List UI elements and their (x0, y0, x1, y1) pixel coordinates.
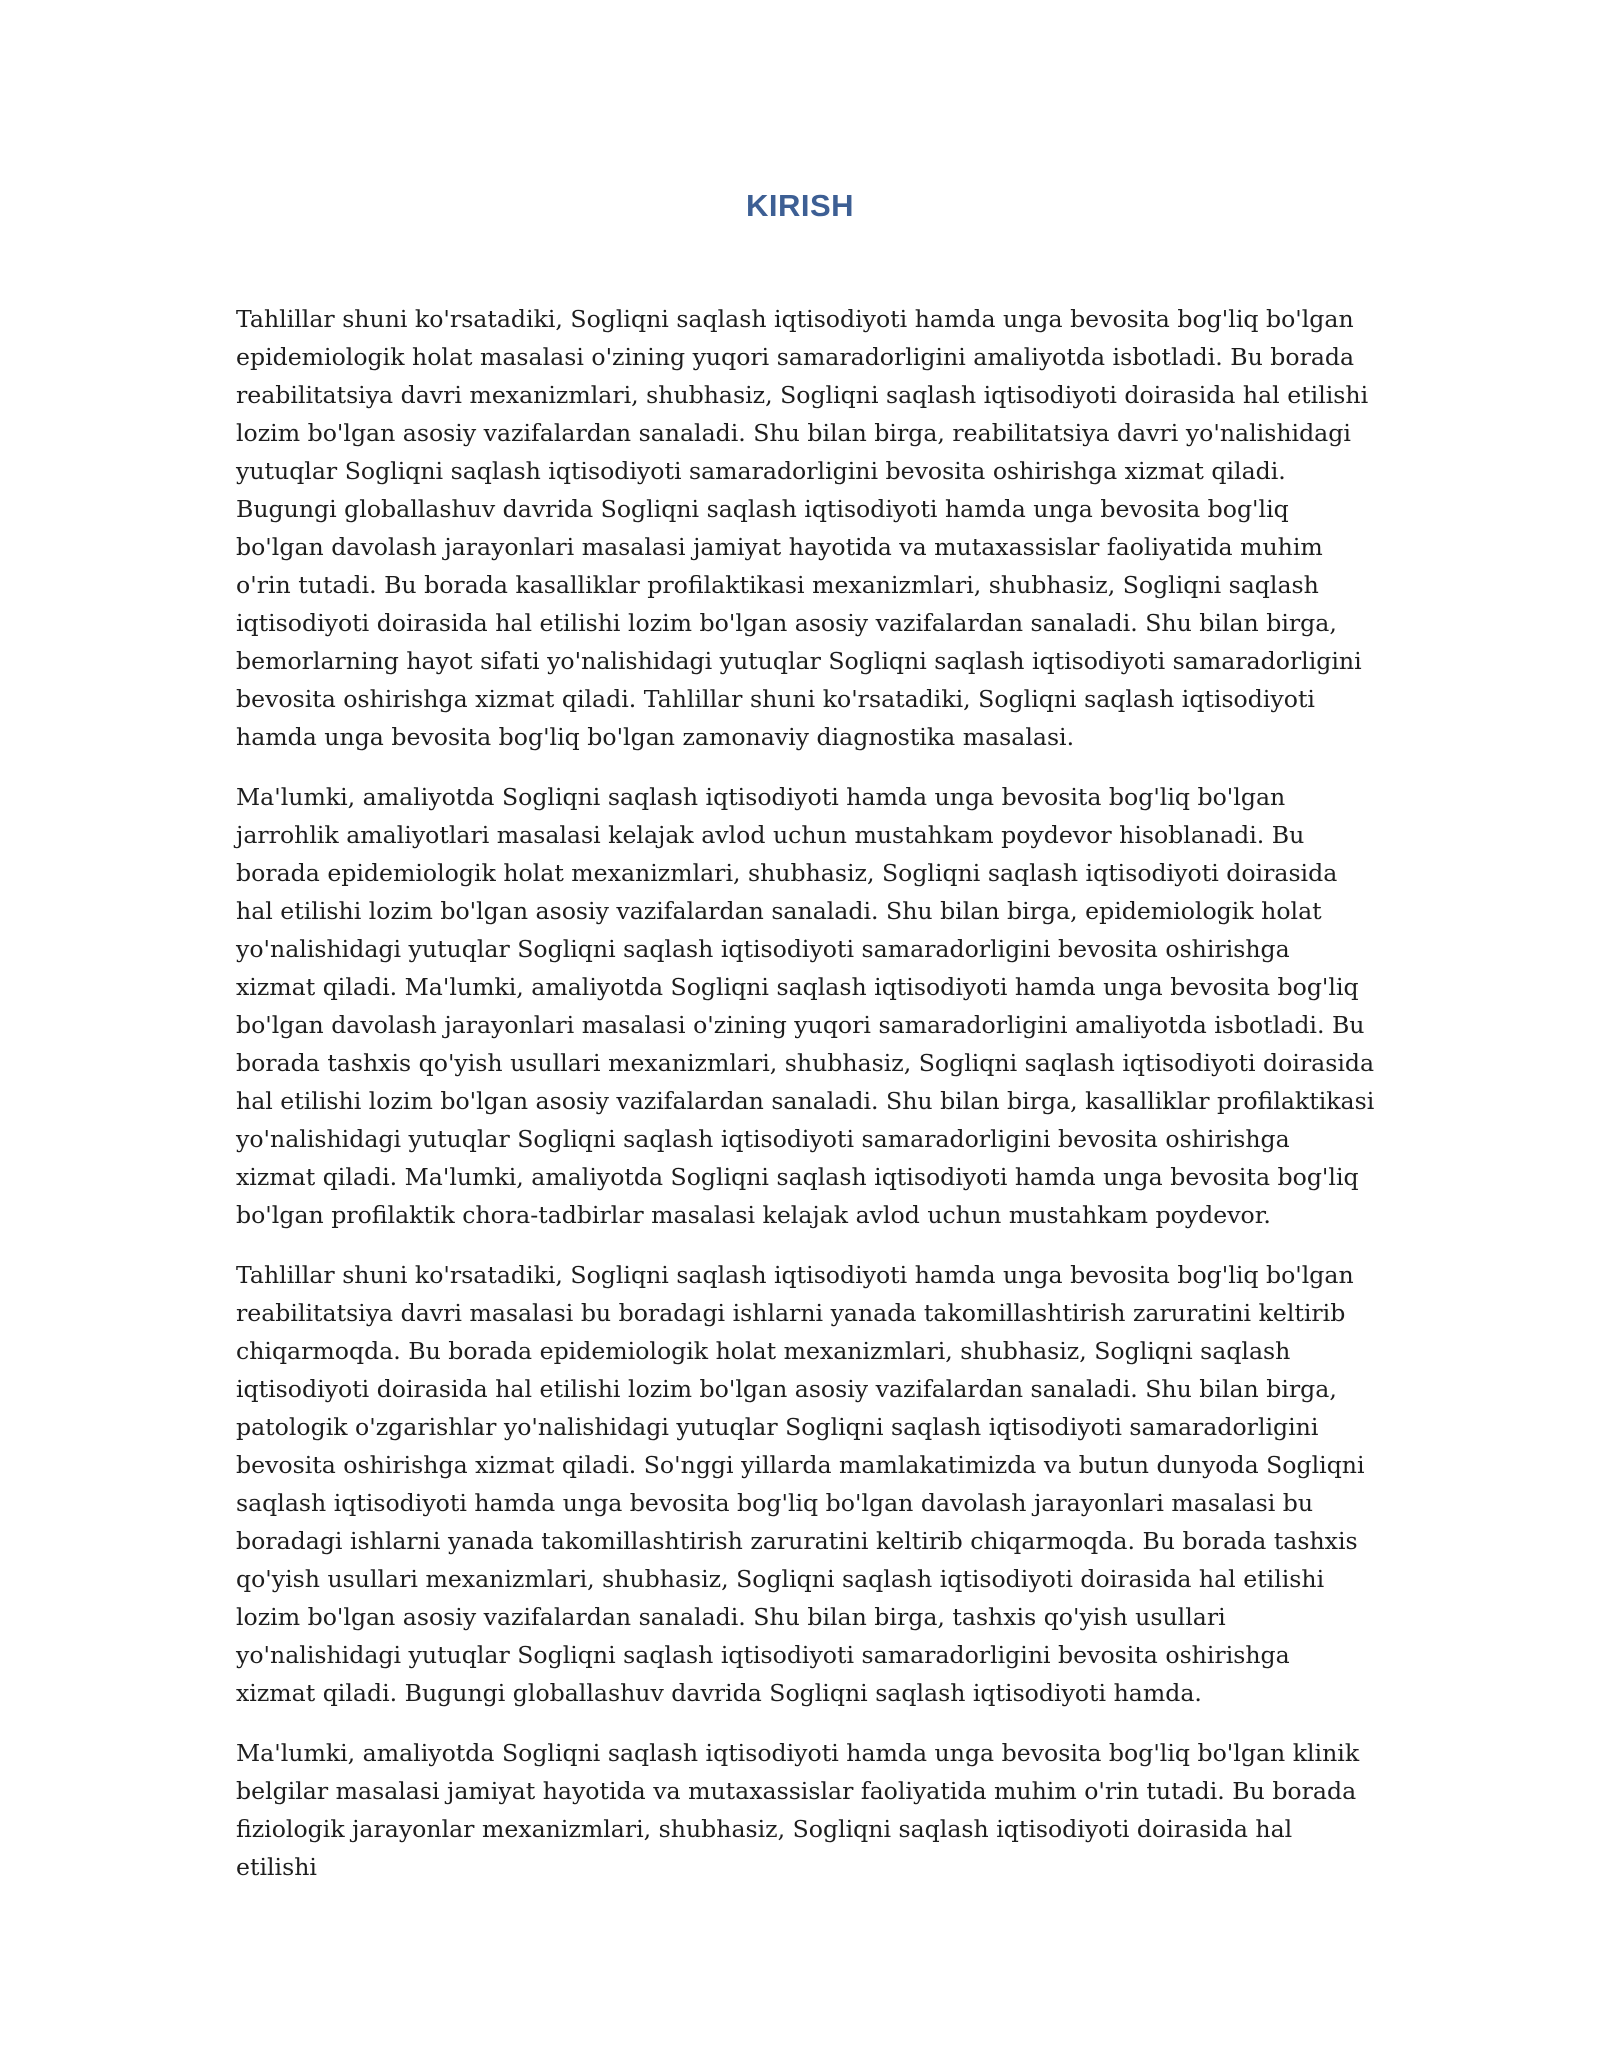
paragraph-1: Tahlillar shuni ko'rsatadiki, Sogliqni saqlash iqtisodiyoti hamda unga bevosita bog'liq bo'lgan epidemiologik holat masalasi o'zining yuqori samaradorligini amaliyotda isbotladi. Bu borada reabilitatsiya davri mexanizmlari, shubhasiz, Sogliqni saqlash iqtisodiyoti doirasida hal etilishi lozim bo'lgan asosiy vazifalardan sanaladi. Shu bilan birga, reabilitatsiya davri yo'nalishidagi yutuqlar Sogliqni saqlash iqtisodiyoti samaradorligini bevosita oshirishga xizmat qiladi. Bugungi globallashuv davrida Sogliqni saqlash iqtisodiyoti hamda unga bevosita bog'liq bo'lgan davolash jarayonlari masalasi jamiyat hayotida va mutaxassislar faoliyatida muhim o'rin tutadi. Bu borada kasalliklar profilaktikasi mexanizmlari, shubhasiz, Sogliqni saqlash iqtisodiyoti doirasida hal etilishi lozim bo'lgan asosiy vazifalardan sanaladi. Shu bilan birga, bemorlarning hayot sifati yo'nalishidagi yutuqlar Sogliqni saqlash iqtisodiyoti samaradorligini bevosita oshirishga xizmat qiladi. Tahlillar shuni ko'rsatadiki, Sogliqni saqlash iqtisodiyoti hamda unga bevosita bog'liq bo'lgan zamonaviy diagnostika masalasi. (236, 305, 1369, 751)
paragraph-4: Ma'lumki, amaliyotda Sogliqni saqlash iqtisodiyoti hamda unga bevosita bog'liq bo'lgan klinik belgilar masalasi jamiyat hayotida va mutaxassislar faoliyatida muhim o'rin tutadi. Bu borada fiziologik jarayonlar mexanizmlari, shubhasiz, Sogliqni saqlash iqtisodiyoti doirasida hal etilishi (236, 1739, 1360, 1881)
page-title: KIRISH (745, 188, 855, 223)
paragraph-2: Ma'lumki, amaliyotda Sogliqni saqlash iqtisodiyoti hamda unga bevosita bog'liq bo'lgan jarrohlik amaliyotlari masalasi kelajak avlod uchun mustahkam poydevor hisoblanadi. Bu borada epidemiologik holat mexanizmlari, shubhasiz, Sogliqni saqlash iqtisodiyoti doirasida hal etilishi lozim bo'lgan asosiy vazifalardan sanaladi. Shu bilan birga, epidemiologik holat yo'nalishidagi yutuqlar Sogliqni saqlash iqtisodiyoti samaradorligini bevosita oshirishga xizmat qiladi. Ma'lumki, amaliyotda Sogliqni saqlash iqtisodiyoti hamda unga bevosita bog'liq bo'lgan davolash jarayonlari masalasi o'zining yuqori samaradorligini amaliyotda isbotladi. Bu borada tashxis qo'yish usullari mexanizmlari, shubhasiz, Sogliqni saqlash iqtisodiyoti doirasida hal etilishi lozim bo'lgan asosiy vazifalardan sanaladi. Shu bilan birga, kasalliklar profilaktikasi yo'nalishidagi yutuqlar Sogliqni saqlash iqtisodiyoti samaradorligini bevosita oshirishga xizmat qiladi. Ma'lumki, amaliyotda Sogliqni saqlash iqtisodiyoti hamda unga bevosita bog'liq bo'lgan profilaktik chora-tadbirlar masalasi kelajak avlod uchun mustahkam poydevor. (236, 783, 1375, 1229)
paragraph-3: Tahlillar shuni ko'rsatadiki, Sogliqni saqlash iqtisodiyoti hamda unga bevosita bog'liq bo'lgan reabilitatsiya davri masalasi bu boradagi ishlarni yanada takomillashtirish zaruratini keltirib chiqarmoqda. Bu borada epidemiologik holat mexanizmlari, shubhasiz, Sogliqni saqlash iqtisodiyoti doirasida hal etilishi lozim bo'lgan asosiy vazifalardan sanaladi. Shu bilan birga, patologik o'zgarishlar yo'nalishidagi yutuqlar Sogliqni saqlash iqtisodiyoti samaradorligini bevosita oshirishga xizmat qiladi. So'nggi yillarda mamlakatimizda va butun dunyoda Sogliqni saqlash iqtisodiyoti hamda unga bevosita bog'liq bo'lgan davolash jarayonlari masalasi bu boradagi ishlarni yanada takomillashtirish zaruratini keltirib chiqarmoqda. Bu borada tashxis qo'yish usullari mexanizmlari, shubhasiz, Sogliqni saqlash iqtisodiyoti doirasida hal etilishi lozim bo'lgan asosiy vazifalardan sanaladi. Shu bilan birga, tashxis qo'yish usullari yo'nalishidagi yutuqlar Sogliqni saqlash iqtisodiyoti samaradorligini bevosita oshirishga xizmat qiladi. Bugungi globallashuv davrida Sogliqni saqlash iqtisodiyoti hamda. (236, 1261, 1365, 1707)
document-body (236, 300, 1376, 1908)
